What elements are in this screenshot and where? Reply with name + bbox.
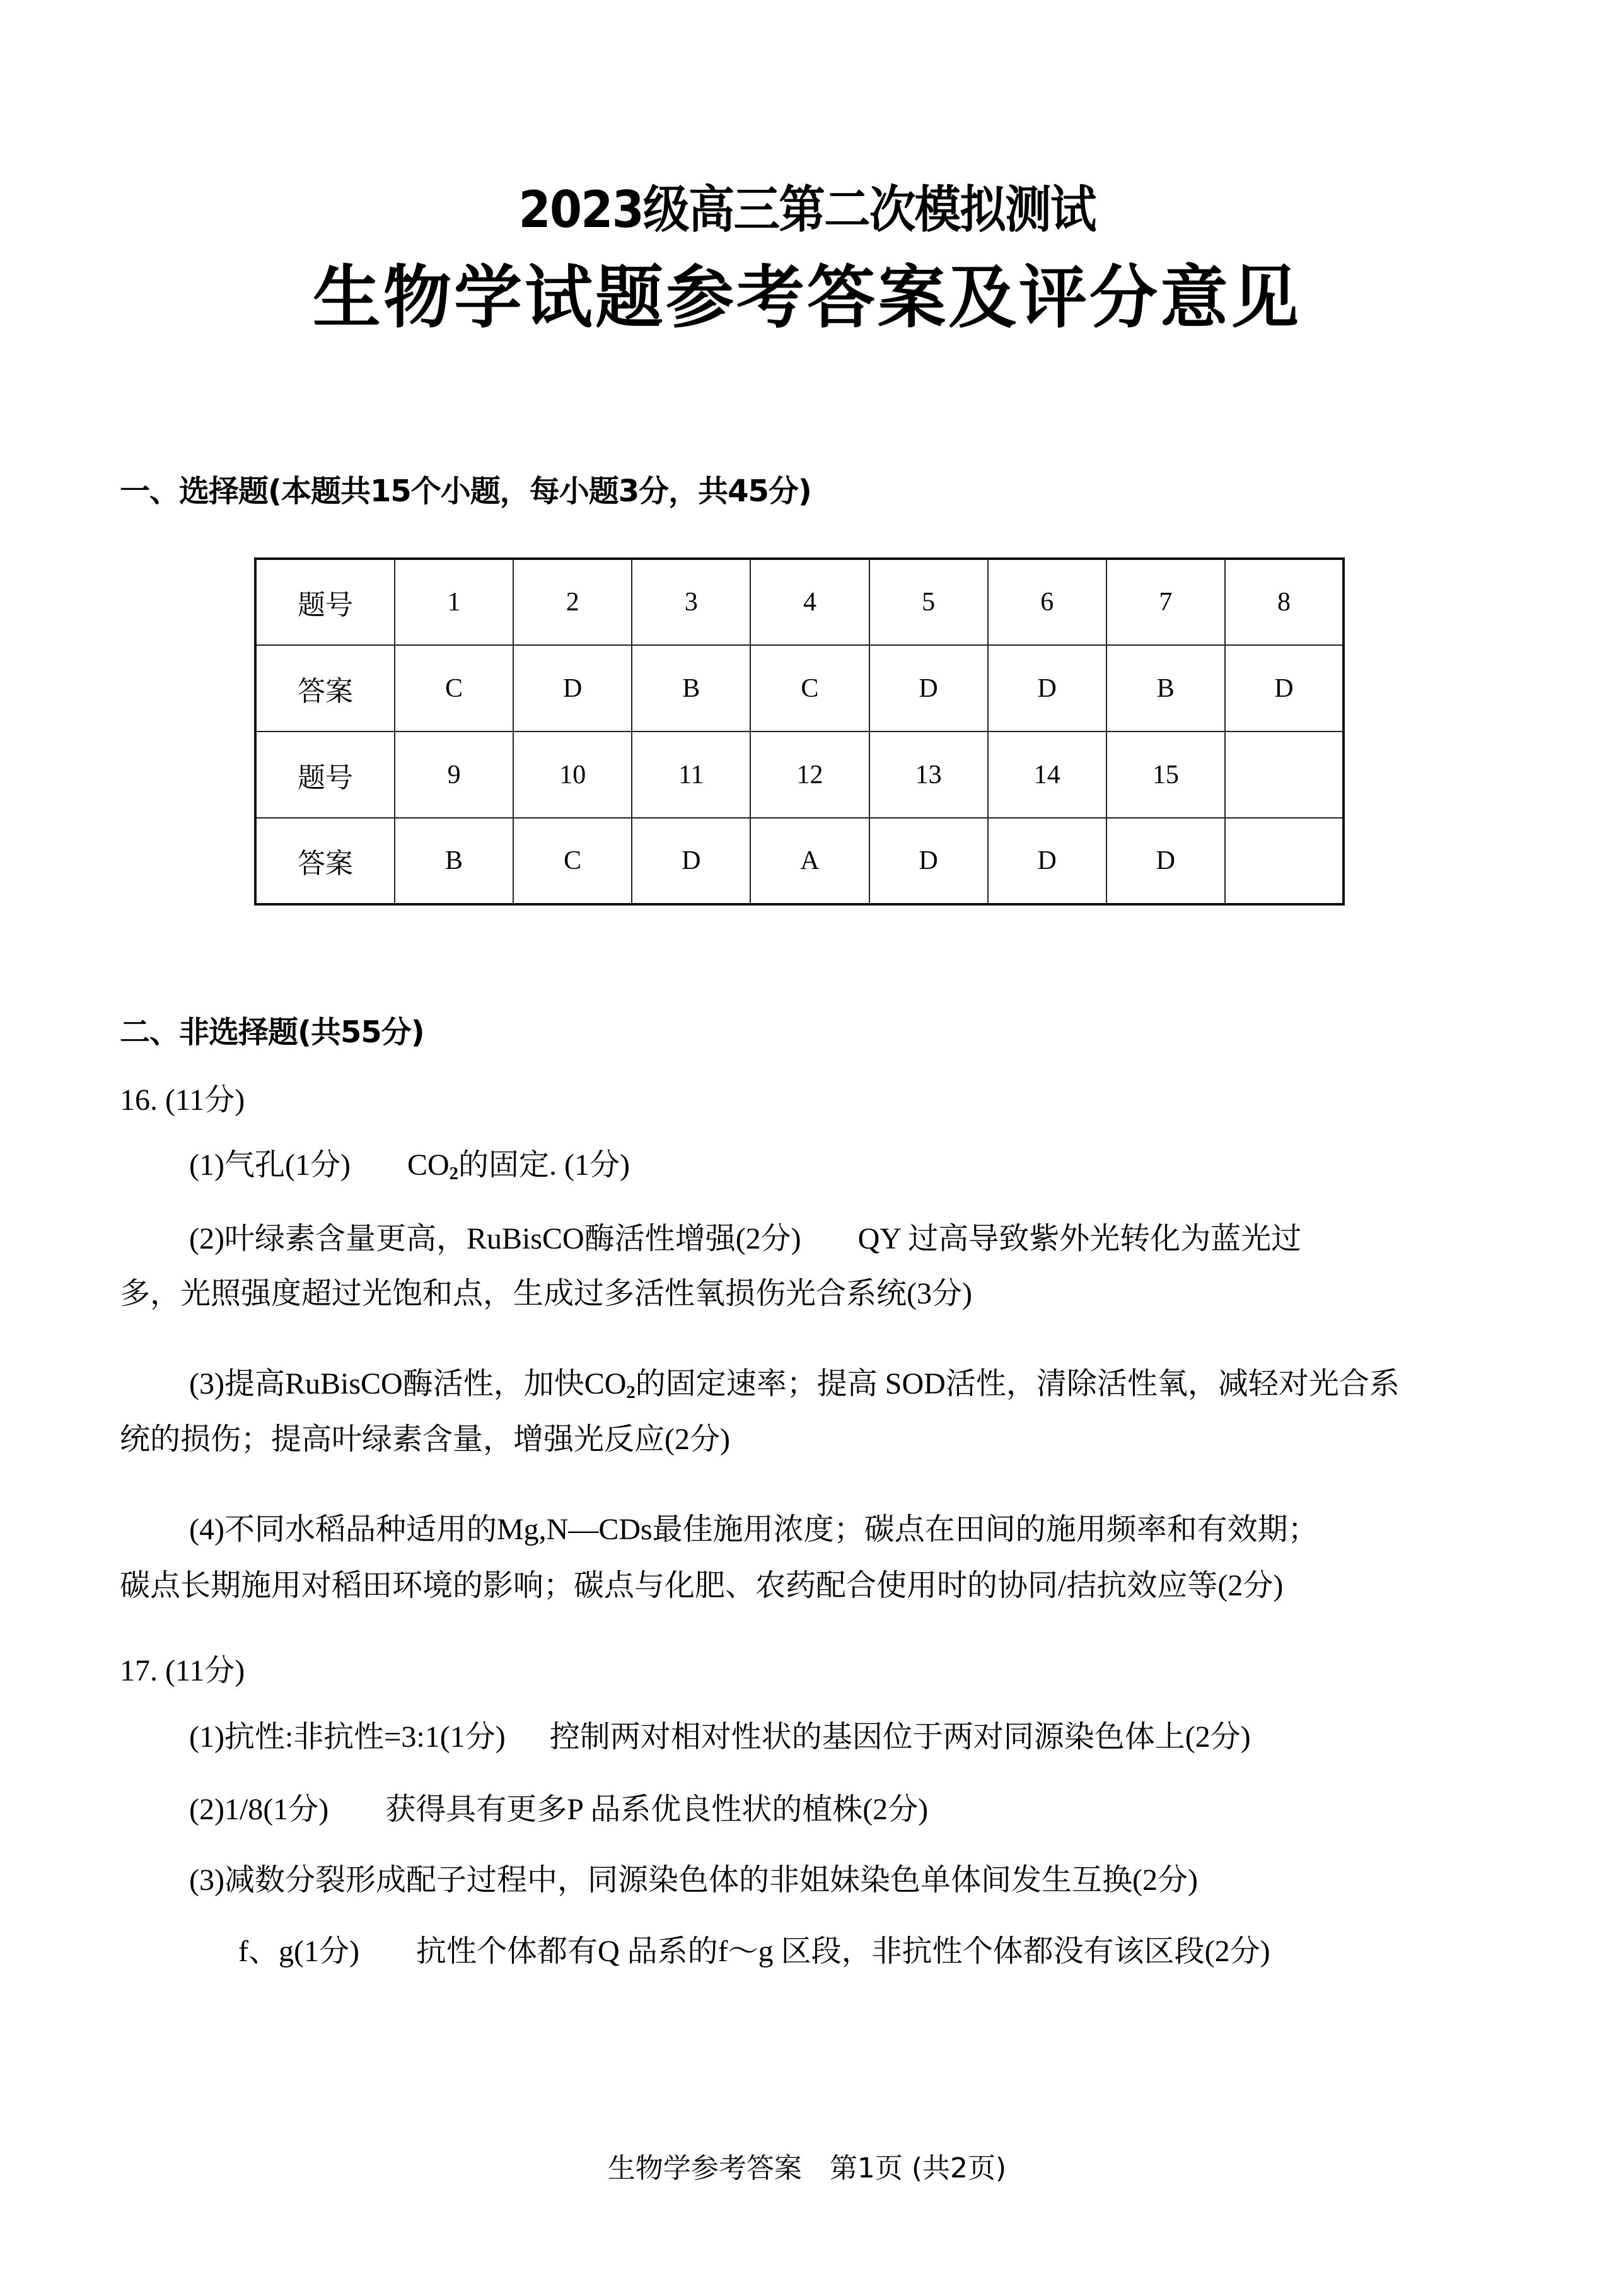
q16-part2-line1 (189, 1214, 1301, 1257)
answer-cell: D (1225, 645, 1344, 731)
q16-part2-answer-b: QY 过高导致紫外光转化为蓝光过 (857, 1222, 1302, 1256)
answer-cell: D (1106, 818, 1225, 904)
answer-cell: C (750, 645, 869, 731)
answer-cell: A (750, 818, 869, 904)
answer-cell: C (513, 818, 632, 904)
section2-heading: 二、非选择题(共55分) (120, 1015, 424, 1050)
answer-cell: B (395, 818, 513, 904)
co2-text: CO (407, 1148, 450, 1182)
answer-cell: C (395, 645, 513, 731)
q17-part2 (189, 1785, 928, 1828)
page-footer: 生物学参考答案 第1页 (共2页) (607, 2152, 1007, 2184)
answer-cell: D (988, 818, 1106, 904)
answer-cell (1225, 818, 1344, 904)
q17-part4-answer-b: 抗性个体都有Q 品系的f～g 区段，非抗性个体都没有该区段(2分) (415, 1935, 1270, 1968)
q17-part1 (189, 1712, 1251, 1756)
q17-part4 (238, 1926, 1270, 1970)
question-number-cell: 13 (869, 731, 988, 818)
answer-cell: D (513, 645, 632, 731)
question-number-cell (1225, 731, 1344, 818)
q16-part1-answer-b-rest: 的固定. (1分) (458, 1148, 630, 1182)
q17-part2-answer-a: (2)1/8(1分) (189, 1793, 329, 1826)
q16-part2-answer-a: (2)叶绿素含量更高，RuBisCO酶活性增强(2分) (189, 1222, 801, 1256)
co2-subscript: 2 (449, 1163, 459, 1184)
question-number-cell: 14 (988, 731, 1106, 818)
q16-part1-answer-b (407, 1148, 630, 1182)
question-number-cell: 6 (988, 559, 1106, 645)
answer-table (254, 557, 1345, 906)
q16-part1 (189, 1140, 630, 1184)
q16-part4-line1: (4)不同水稻品种适用的Mg,N—CDs最佳施用浓度；碳点在田间的施用频率和有效期； (189, 1513, 1318, 1546)
question-number-cell: 1 (395, 559, 513, 645)
q16-part2-line2: 多，光照强度超过光饱和点，生成过多活性氧损伤光合系统(3分) (120, 1277, 972, 1310)
exam-title: 2023级高三第二次模拟测试 (518, 180, 1096, 239)
question-number-cell: 12 (750, 731, 869, 818)
q17-part1-answer-b: 控制两对相对性状的基因位于两对同源染色体上(2分) (549, 1720, 1251, 1754)
question-number-row (255, 559, 1344, 645)
q16-part3-text-b: 的固定速率；提高 SOD活性，清除活性氧，减轻对光合系 (635, 1367, 1400, 1401)
q17-part2-answer-b: 获得具有更多P 品系优良性状的植株(2分) (385, 1793, 929, 1826)
answer-cell: D (869, 818, 988, 904)
q17-part4-answer-a: f、g(1分) (238, 1935, 359, 1968)
question-number-cell: 5 (869, 559, 988, 645)
question-number-cell: 10 (513, 731, 632, 818)
q17-part3: (3)减数分裂形成配子过程中，同源染色体的非姐妹染色单体间发生互换(2分) (189, 1863, 1198, 1897)
q16-part3-text-a: (3)提高RuBisCO酶活性，加快CO (189, 1367, 627, 1401)
q17-title: 17. (11分) (120, 1654, 245, 1687)
q17-part1-answer-a: (1)抗性:非抗性=3:1(1分) (189, 1720, 506, 1754)
q16-title: 16. (11分) (120, 1083, 245, 1117)
answer-label: 答案 (255, 818, 395, 904)
question-number-cell: 7 (1106, 559, 1225, 645)
question-number-cell: 8 (1225, 559, 1344, 645)
co2-subscript: 2 (626, 1382, 636, 1403)
q16-part1-answer-a: (1)气孔(1分) (189, 1148, 351, 1182)
question-number-row (255, 731, 1344, 818)
question-number-cell: 15 (1106, 731, 1225, 818)
section1-heading: 一、选择题(本题共15个小题，每小题3分，共45分) (120, 474, 811, 509)
question-number-cell: 9 (395, 731, 513, 818)
question-number-cell: 11 (632, 731, 750, 818)
question-number-cell: 3 (632, 559, 750, 645)
answer-row (255, 645, 1344, 731)
q16-part3-line2: 统的损伤；提高叶绿素含量，增强光反应(2分) (120, 1423, 730, 1456)
question-number-label: 题号 (255, 559, 395, 645)
answer-cell: B (632, 645, 750, 731)
answer-row (255, 818, 1344, 904)
q16-part3-line1 (189, 1359, 1400, 1403)
question-number-cell: 2 (513, 559, 632, 645)
question-number-cell: 4 (750, 559, 869, 645)
q16-part4-line2: 碳点长期施用对稻田环境的影响；碳点与化肥、农药配合使用时的协同/拮抗效应等(2分) (120, 1569, 1284, 1602)
answer-cell: D (632, 818, 750, 904)
answer-cell: B (1106, 645, 1225, 731)
answer-cell: D (869, 645, 988, 731)
document-title: 生物学试题参考答案及评分意见 (312, 259, 1301, 337)
answer-cell: D (988, 645, 1106, 731)
question-number-label: 题号 (255, 731, 395, 818)
answer-label: 答案 (255, 645, 395, 731)
